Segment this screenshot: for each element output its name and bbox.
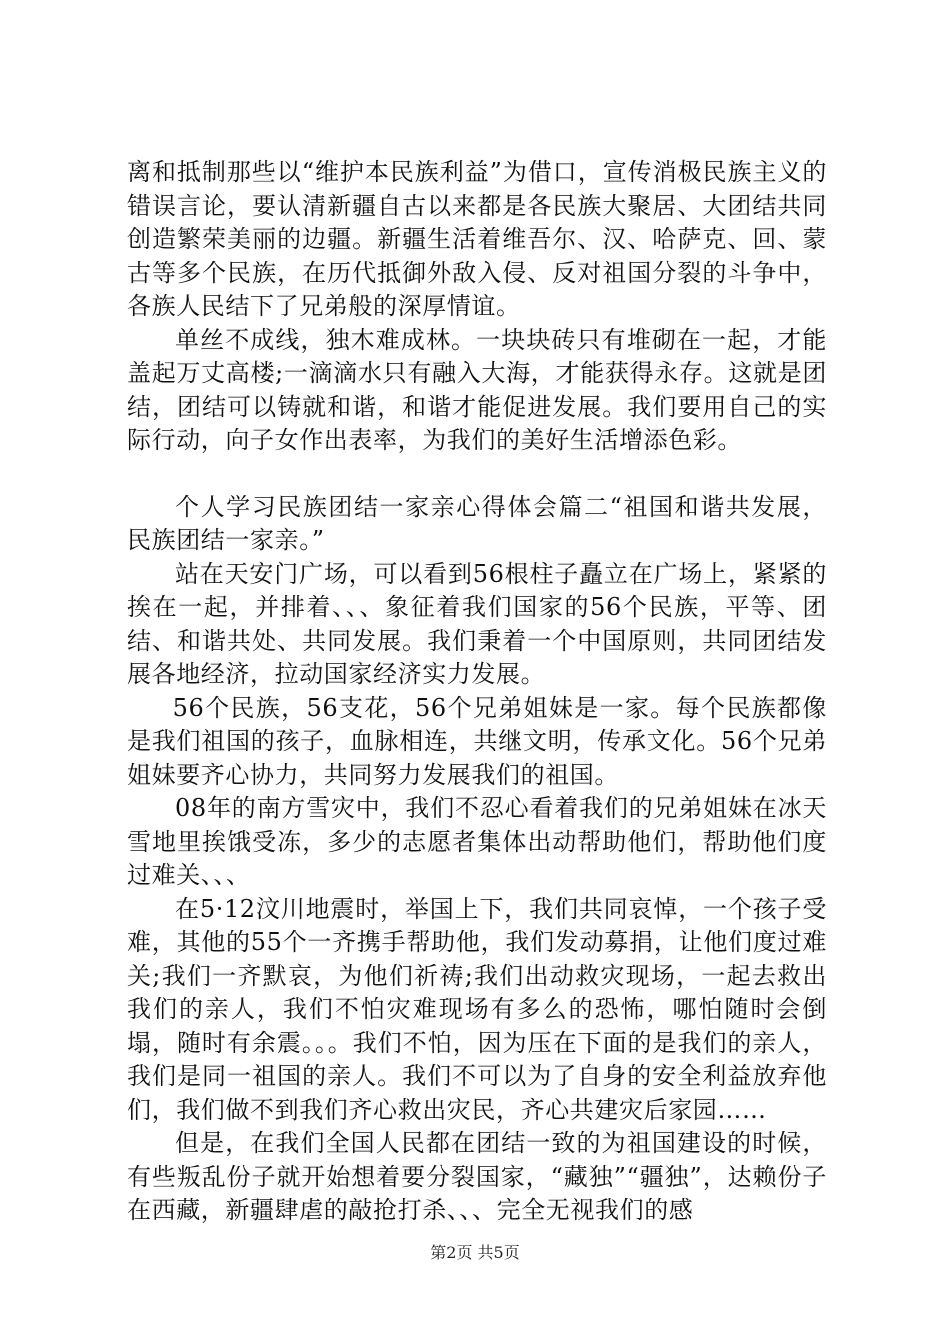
document-body [127, 156, 827, 1228]
paragraph: 站在天安门广场，可以看到56根柱子矗立在广场上，紧紧的挨在一起，并排着、、、象征着我们国家的56个民族，平等、团结、和谐共处、共同发展。我们秉着一个中国原则，共同团结发展各地经济，拉动国家经济实力发展。 [127, 559, 827, 688]
page-number-footer: 第2页 共5页 [430, 1243, 520, 1262]
section-heading-paragraph: 个人学习民族团结一家亲心得体会篇二“祖国和谐共发展，民族团结一家亲。” [127, 492, 827, 554]
paragraph: 在5·12汶川地震时，举国上下，我们共同哀悼，一个孩子受难，其他的55个一齐携手帮助他，我们发动募捐，让他们度过难关;我们一齐默哀，为他们祈祷;我们出动救灾现场，一起去救出我们的亲人，我们不怕灾难现场有多么的恐怖，哪怕随时会倒塌，随时有余震。。。我们不怕，因为压在下面的是我们的亲人，我们是同一祖国的亲人。我们不可以为了自身的安全利益放弃他们，我们做不到我们齐心救出灾民，齐心共建灾后家园…… [127, 894, 827, 1124]
paragraph: 56个民族，56支花，56个兄弟姐妹是一家。每个民族都像是我们祖国的孩子，血脉相连，共继文明，传承文化。56个兄弟姐妹要齐心协力，共同努力发展我们的祖国。 [127, 693, 827, 789]
paragraph: 但是，在我们全国人民都在团结一致的为祖国建设的时候，有些叛乱份子就开始想着要分裂国家，“藏独”“疆独”，达赖份子在西藏，新疆肆虐的敲抢打杀、、、完全无视我们的感 [127, 1129, 827, 1224]
paragraph: 单丝不成线，独木难成林。一块块砖只有堆砌在一起，才能盖起万丈高楼;一滴滴水只有融入大海，才能获得永存。这就是团结，团结可以铸就和谐，和谐才能促进发展。我们要用自己的实际行动，向子女作出表率，为我们的美好生活增添色彩。 [127, 325, 827, 454]
paragraph-continuation: 离和抵制那些以“维护本民族利益”为借口，宣传消极民族主义的错误言论，要认清新疆自古以来都是各民族大聚居、大团结共同创造繁荣美丽的边疆。新疆生活着维吾尔、汉、哈萨克、回、蒙古等多个民族，在历代抵御外敌入侵、反对祖国分裂的斗争中，各族人民结下了兄弟般的深厚情谊。 [127, 158, 827, 320]
paragraph: 08年的南方雪灾中，我们不忍心看着我们的兄弟姐妹在冰天雪地里挨饿受冻，多少的志愿者集体出动帮助他们，帮助他们度过难关、、、 [127, 794, 827, 889]
